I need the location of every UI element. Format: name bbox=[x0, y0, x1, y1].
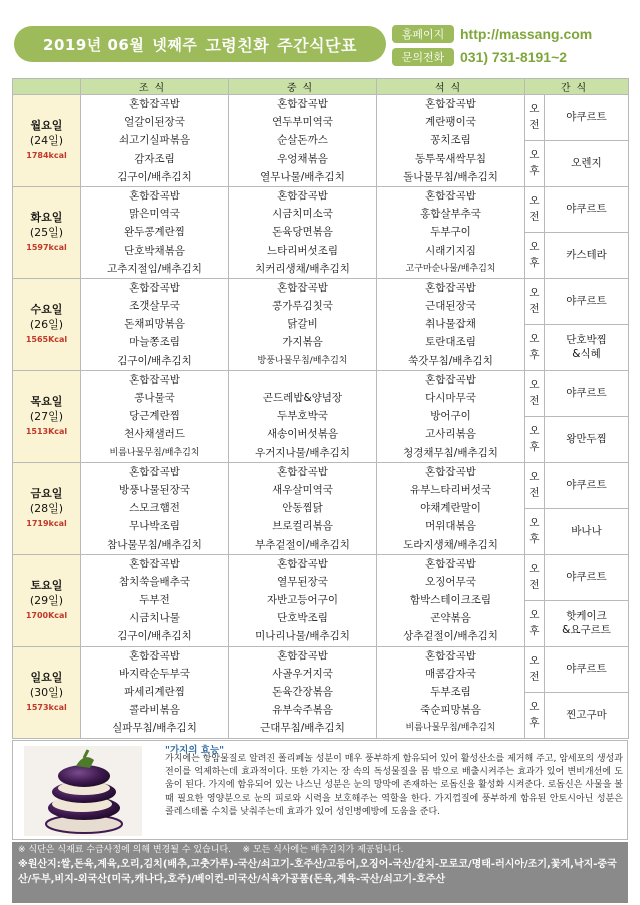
footer bbox=[12, 842, 628, 903]
menu-item: 혼합잡곡밥 bbox=[129, 649, 180, 662]
day-name: 수요일 bbox=[30, 302, 63, 316]
snack-pm: 찐고구마 bbox=[545, 692, 629, 738]
menu-item: 근대된장국 bbox=[425, 300, 476, 313]
day-name: 목요일 bbox=[30, 394, 63, 408]
menu-item: 혼합잡곡밥 bbox=[277, 189, 328, 202]
snack-pm-label bbox=[525, 416, 545, 462]
menu-item: 두부호박국 bbox=[277, 410, 328, 423]
lunch-cell bbox=[229, 370, 377, 462]
snack-pm: 핫케이크 &요구르트 bbox=[545, 600, 629, 646]
menu-item: 혼합잡곡밥 bbox=[129, 373, 180, 386]
info-title: "가지의 효능" bbox=[165, 745, 225, 756]
day-row bbox=[13, 95, 629, 141]
footer-notice-2: ※ 모든 식사에는 배추김치가 제공됩니다. bbox=[242, 845, 404, 855]
day-name: 금요일 bbox=[30, 486, 63, 500]
dinner-cell bbox=[377, 186, 525, 278]
menu-item: 단호박채볶음 bbox=[124, 244, 185, 257]
menu-item: 혼합잡곡밥 bbox=[277, 98, 328, 110]
menu-item: 돈채피망볶음 bbox=[124, 318, 185, 331]
menu-item: 콩나물국 bbox=[134, 392, 175, 404]
snack-pm: 카스테라 bbox=[545, 232, 629, 278]
menu-table bbox=[12, 78, 629, 739]
menu-item: 치커리생채/배추김치 bbox=[255, 262, 350, 275]
menu-item: 청경채무침/배추김치 bbox=[403, 446, 498, 459]
day-date: (24일) bbox=[29, 133, 64, 147]
menu-item: 새우살미역국 bbox=[272, 483, 333, 496]
menu-item: 가지볶음 bbox=[282, 336, 323, 349]
dinner-cell bbox=[377, 370, 525, 462]
menu-item: 부추겉절이/배추김치 bbox=[255, 538, 350, 551]
header-breakfast: 조식 bbox=[81, 79, 229, 95]
breakfast-cell bbox=[81, 646, 229, 738]
snack-pm-label-char: 오 bbox=[529, 609, 540, 622]
phone-number: 031) 731-8191~2 bbox=[460, 49, 568, 65]
menu-item: 자반고등어구이 bbox=[266, 594, 338, 607]
menu-item: 시금치미소국 bbox=[272, 208, 333, 221]
breakfast-cell bbox=[81, 462, 229, 554]
footer-origin: ※원산지:쌀,돈육,계육,오리,김치(배추,고춧가루)-국산/쇠고기-호주산/고등어,오징어-국산/갈치-모로코/명태-러시아/조기,꽃게,낙지-중국산/두부,비지-외국산(미국,캐나다,호주)/베이컨-미국산/식육가공품(돈육,계육-국산/쇠고기-호주산 bbox=[18, 859, 617, 885]
day-row bbox=[13, 370, 629, 416]
snack-am: 야쿠르트 bbox=[545, 278, 629, 324]
snack-pm-label-char: 후 bbox=[529, 257, 540, 270]
day-kcal: 1513Kcal bbox=[25, 426, 68, 436]
menu-item: 완두콩계란찜 bbox=[124, 226, 185, 239]
header-snack: 간식 bbox=[525, 79, 629, 95]
snack-am-label-char: 전 bbox=[529, 487, 540, 500]
menu-item: 혼합잡곡밥 bbox=[277, 557, 328, 570]
day-kcal: 1700Kcal bbox=[25, 610, 68, 620]
menu-item: 도라지생채/배추김치 bbox=[403, 538, 498, 551]
menu-item: 근대무침/배추김치 bbox=[260, 722, 345, 735]
snack-am-label bbox=[525, 554, 545, 600]
menu-item: 오징어무국 bbox=[425, 575, 476, 588]
dinner-cell bbox=[377, 278, 525, 370]
menu-item: 김구이/배추김치 bbox=[117, 354, 192, 367]
snack-am-label-char: 오 bbox=[529, 195, 540, 208]
menu-item: 비름나물무침/배추김치 bbox=[405, 723, 496, 734]
menu-item: 혼합잡곡밥 bbox=[277, 649, 328, 662]
day-kcal: 1573kcal bbox=[26, 702, 67, 712]
day-row bbox=[13, 462, 629, 508]
menu-item: 곤약볶음 bbox=[430, 612, 471, 625]
snack-pm: 바나나 bbox=[545, 508, 629, 554]
title-suffix: 주간식단표 bbox=[277, 35, 357, 55]
day-cell bbox=[13, 554, 81, 646]
breakfast-cell bbox=[81, 95, 229, 187]
menu-item: 느타리버섯조림 bbox=[266, 244, 338, 257]
phone-row bbox=[392, 47, 567, 67]
day-row bbox=[13, 278, 629, 324]
menu-item: 꽁치조림 bbox=[430, 134, 471, 147]
menu-item: 우거지나물/배추김치 bbox=[255, 446, 350, 459]
snack-am-label bbox=[525, 278, 545, 324]
menu-item: 혼합잡곡밥 bbox=[277, 465, 328, 478]
snack-am-label-char: 오 bbox=[529, 287, 540, 300]
snack-pm-label-char: 오 bbox=[529, 333, 540, 346]
dinner-cell bbox=[377, 95, 525, 187]
table-header-row bbox=[13, 79, 629, 95]
menu-item: 파세리계란찜 bbox=[124, 686, 185, 698]
menu-item: 혼합잡곡밥 bbox=[425, 557, 476, 570]
snack-am-label-char: 전 bbox=[529, 671, 540, 684]
menu-item: 감자조림 bbox=[134, 152, 175, 165]
day-cell bbox=[13, 95, 81, 187]
dinner-cell bbox=[377, 554, 525, 646]
day-date: (26일) bbox=[29, 317, 64, 331]
menu-item: 콩가루김칫국 bbox=[272, 300, 333, 313]
lunch-cell bbox=[229, 646, 377, 738]
lunch-cell bbox=[229, 554, 377, 646]
menu-item: 참나물무침/배추김치 bbox=[107, 538, 202, 551]
snack-am-label-char: 전 bbox=[529, 303, 540, 316]
menu-item: 혼합잡곡밥 bbox=[129, 189, 180, 202]
day-name: 월요일 bbox=[30, 118, 63, 132]
snack-am-label-char: 오 bbox=[529, 655, 540, 668]
menu-item: 혼합잡곡밥 bbox=[129, 281, 180, 294]
menu-item: 토란대조림 bbox=[425, 336, 476, 349]
menu-item: 쑥갓무침/배추김치 bbox=[408, 354, 493, 367]
menu-item: 연두부미역국 bbox=[272, 116, 333, 129]
menu-item: 돈육당면볶음 bbox=[272, 226, 333, 239]
day-date: (28일) bbox=[29, 501, 64, 515]
breakfast-cell bbox=[81, 554, 229, 646]
menu-item: 미나리나물/배추김치 bbox=[255, 630, 350, 643]
phone-label: 문의전화 bbox=[392, 48, 454, 66]
day-row bbox=[13, 554, 629, 600]
menu-item: 취나물잡채 bbox=[425, 318, 476, 331]
footer-notice-1: ※ 식단은 식재료 수급사정에 의해 변경될 수 있습니다. bbox=[18, 845, 232, 855]
menu-item: 천사채샐러드 bbox=[124, 428, 185, 441]
menu-item: 혼합잡곡밥 bbox=[129, 557, 180, 570]
menu-item: 두부조림 bbox=[430, 686, 471, 698]
header-lunch: 중식 bbox=[229, 79, 377, 95]
menu-item: 혼합잡곡밥 bbox=[425, 649, 476, 662]
snack-am-label-char: 오 bbox=[529, 471, 540, 484]
menu-item: 김구이/배추김치 bbox=[117, 630, 192, 643]
breakfast-cell bbox=[81, 370, 229, 462]
day-date: (25일) bbox=[29, 225, 64, 239]
menu-item: 돈육간장볶음 bbox=[272, 686, 333, 698]
day-date: (30일) bbox=[29, 685, 64, 699]
menu-item: 혼합잡곡밥 bbox=[425, 98, 476, 110]
menu-item: 혼합잡곡밥 bbox=[129, 465, 180, 478]
menu-item: 홍합살부추국 bbox=[420, 208, 481, 221]
menu-item: 쇠고기실파볶음 bbox=[118, 134, 190, 147]
lunch-cell bbox=[229, 95, 377, 187]
day-cell bbox=[13, 462, 81, 554]
eggplant-image bbox=[24, 746, 142, 836]
snack-am-label-char: 오 bbox=[529, 103, 540, 116]
menu-item: 당근계란찜 bbox=[129, 410, 180, 423]
menu-item: 맑은미역국 bbox=[129, 208, 180, 221]
title-facility: 고령친화 bbox=[205, 35, 270, 55]
snack-am-label-char: 전 bbox=[529, 395, 540, 408]
menu-item bbox=[229, 371, 376, 389]
menu-item: 유부느타리버섯국 bbox=[409, 483, 492, 496]
snack-pm-label bbox=[525, 232, 545, 278]
snack-am: 야쿠르트 bbox=[545, 186, 629, 232]
day-name: 토요일 bbox=[30, 578, 63, 592]
snack-am-label-char: 전 bbox=[529, 211, 540, 224]
day-kcal: 1719kcal bbox=[26, 518, 67, 528]
homepage-link[interactable]: http://massang.com bbox=[460, 26, 593, 42]
menu-item: 매콤감자국 bbox=[425, 667, 476, 680]
menu-item: 김구이/배추김치 bbox=[117, 170, 192, 183]
snack-pm-label bbox=[525, 140, 545, 186]
snack-pm: 단호박찜 &식혜 bbox=[545, 324, 629, 370]
menu-item: 혼합잡곡밥 bbox=[277, 281, 328, 294]
menu-item: 실파무침/배추김치 bbox=[112, 722, 197, 735]
menu-item: 순살돈까스 bbox=[277, 134, 328, 147]
menu-item: 고사리볶음 bbox=[425, 428, 476, 441]
day-cell bbox=[13, 278, 81, 370]
snack-pm-label bbox=[525, 600, 545, 646]
day-kcal: 1565Kcal bbox=[25, 334, 68, 344]
menu-item: 조갯살무국 bbox=[129, 300, 180, 313]
homepage-label: 홈페이지 bbox=[392, 25, 454, 43]
snack-pm-label-char: 오 bbox=[529, 425, 540, 438]
day-kcal: 1784kcal bbox=[26, 150, 67, 160]
menu-item: 머위대볶음 bbox=[425, 520, 476, 533]
menu-item: 브로컬리볶음 bbox=[272, 520, 333, 533]
lunch-cell bbox=[229, 278, 377, 370]
day-date: (27일) bbox=[29, 409, 64, 423]
snack-am: 야쿠르트 bbox=[545, 462, 629, 508]
day-kcal: 1597kcal bbox=[26, 242, 67, 252]
menu-item: 새송이버섯볶음 bbox=[266, 428, 338, 441]
menu-item: 시금치나물 bbox=[129, 612, 180, 625]
menu-item: 방풍나물무침/배추김치 bbox=[257, 355, 348, 366]
day-date: (29일) bbox=[29, 593, 64, 607]
snack-pm-label-char: 오 bbox=[529, 149, 540, 162]
title-year-month: 2019년 06월 bbox=[43, 35, 145, 54]
snack-am-label bbox=[525, 646, 545, 692]
day-name: 일요일 bbox=[30, 670, 63, 684]
info-body: 가지에는 항암물질로 알려진 폴리페놀 성분이 매우 풍부하게 함유되어 있어 활성산소를 제거해 주고, 암세포의 생성과 전이를 억제하는데 효과적이다. 또한 가지는 장 속의 독성물질을 몸 밖으로 배출시켜주는 효과가 있어 변비개선에 도움이 된다. 가지에 함유되어 있는 나스닌 성분은 눈의 망막에 존재하는 로돕신을 활성화 시켜준다. 로돕신은 사물을 볼 때 필요한 영양분으로 눈의 피로와 시력을 보호해주는 역할을 한다. 가지껍질에 풍부하게 함유된 안토시아닌 성분은 콜레스테롤 수치를 낮춰주는데 효과가 있어 성인병예방에 도움을 준다. bbox=[165, 754, 623, 817]
day-row bbox=[13, 186, 629, 232]
menu-item: 마늘쫑조림 bbox=[129, 336, 180, 349]
header-day-blank bbox=[13, 79, 81, 95]
menu-item: 혼합잡곡밥 bbox=[425, 189, 476, 202]
snack-pm: 왕만두찜 bbox=[545, 416, 629, 462]
snack-am: 야쿠르트 bbox=[545, 370, 629, 416]
snack-am-label-char: 오 bbox=[529, 379, 540, 392]
menu-item: 고추지절임/배추김치 bbox=[107, 262, 202, 275]
menu-item: 안동찜닭 bbox=[282, 502, 323, 515]
day-cell bbox=[13, 186, 81, 278]
menu-item: 야채계란말이 bbox=[420, 502, 481, 515]
lunch-cell bbox=[229, 462, 377, 554]
snack-pm-label bbox=[525, 508, 545, 554]
menu-item: 상추겉절이/배추김치 bbox=[403, 630, 498, 643]
menu-item: 혼합잡곡밥 bbox=[425, 373, 476, 386]
breakfast-cell bbox=[81, 278, 229, 370]
snack-pm-label-char: 오 bbox=[529, 517, 540, 530]
dinner-cell bbox=[377, 462, 525, 554]
menu-item: 고구마순나물/배추김치 bbox=[405, 263, 496, 274]
menu-item: 닭갈비 bbox=[287, 318, 318, 331]
snack-pm-label bbox=[525, 324, 545, 370]
snack-pm: 오렌지 bbox=[545, 140, 629, 186]
snack-am-label-char: 전 bbox=[529, 119, 540, 132]
snack-pm-label-char: 후 bbox=[529, 441, 540, 454]
menu-item: 참치쑥을배추국 bbox=[118, 575, 190, 588]
day-cell bbox=[13, 370, 81, 462]
menu-item: 혼합잡곡밥 bbox=[425, 465, 476, 478]
menu-item: 비름나물무침/배추김치 bbox=[109, 447, 200, 458]
snack-am-label bbox=[525, 186, 545, 232]
menu-item: 시래기지짐 bbox=[425, 244, 476, 257]
menu-item: 사골우거지국 bbox=[272, 667, 333, 680]
snack-pm-label-char: 오 bbox=[529, 241, 540, 254]
snack-am-label-char: 전 bbox=[529, 579, 540, 592]
day-cell bbox=[13, 646, 81, 738]
menu-item: 계란팽이국 bbox=[425, 116, 476, 129]
menu-item: 혼합잡곡밥 bbox=[129, 98, 180, 110]
menu-item: 우엉채볶음 bbox=[277, 152, 328, 165]
homepage-row bbox=[392, 24, 592, 44]
menu-item: 유부숙주볶음 bbox=[272, 704, 333, 717]
menu-item: 죽순피망볶음 bbox=[420, 704, 481, 717]
snack-pm-label-char: 후 bbox=[529, 165, 540, 178]
menu-item: 무나박조림 bbox=[129, 520, 180, 533]
snack-am: 야쿠르트 bbox=[545, 646, 629, 692]
snack-pm-label-char: 후 bbox=[529, 533, 540, 546]
snack-am-label bbox=[525, 462, 545, 508]
menu-item: 바지락순두부국 bbox=[118, 667, 190, 680]
snack-pm-label-char: 후 bbox=[529, 625, 540, 638]
menu-item: 단호박조림 bbox=[277, 612, 328, 625]
menu-item: 콜라비볶음 bbox=[129, 704, 180, 717]
snack-am: 야쿠르트 bbox=[545, 95, 629, 141]
day-name: 화요일 bbox=[30, 210, 63, 224]
snack-am-label-char: 오 bbox=[529, 563, 540, 576]
title-week: 넷째주 bbox=[152, 35, 198, 54]
lunch-cell bbox=[229, 186, 377, 278]
breakfast-cell bbox=[81, 186, 229, 278]
menu-item: 돌나물무침/배추김치 bbox=[403, 170, 498, 183]
header-dinner: 석식 bbox=[377, 79, 525, 95]
menu-item: 얼갈이된장국 bbox=[124, 116, 185, 129]
dinner-cell bbox=[377, 646, 525, 738]
snack-pm-label-char: 후 bbox=[529, 717, 540, 730]
menu-item: 함박스테이크조림 bbox=[409, 594, 492, 607]
page-title bbox=[14, 26, 386, 62]
menu-item: 방풍나물된장국 bbox=[118, 483, 190, 496]
snack-pm-label-char: 후 bbox=[529, 349, 540, 362]
menu-item: 열무나물/배추김치 bbox=[260, 170, 345, 183]
menu-item: 열무된장국 bbox=[277, 575, 328, 588]
menu-item: 혼합잡곡밥 bbox=[425, 281, 476, 294]
menu-item: 방어구이 bbox=[430, 410, 471, 423]
day-row bbox=[13, 646, 629, 692]
menu-item: 두부전 bbox=[139, 594, 170, 607]
snack-am-label bbox=[525, 370, 545, 416]
menu-item: 두부구이 bbox=[430, 226, 471, 239]
snack-pm-label bbox=[525, 692, 545, 738]
menu-item: 다시마무국 bbox=[425, 392, 476, 404]
menu-item: 스모크햄전 bbox=[129, 502, 180, 515]
snack-pm-label-char: 오 bbox=[529, 701, 540, 714]
snack-am: 야쿠르트 bbox=[545, 554, 629, 600]
menu-item: 동투묵새싹무침 bbox=[414, 152, 486, 165]
menu-item: 곤드레밥&양념장 bbox=[262, 392, 343, 404]
snack-am-label bbox=[525, 95, 545, 141]
